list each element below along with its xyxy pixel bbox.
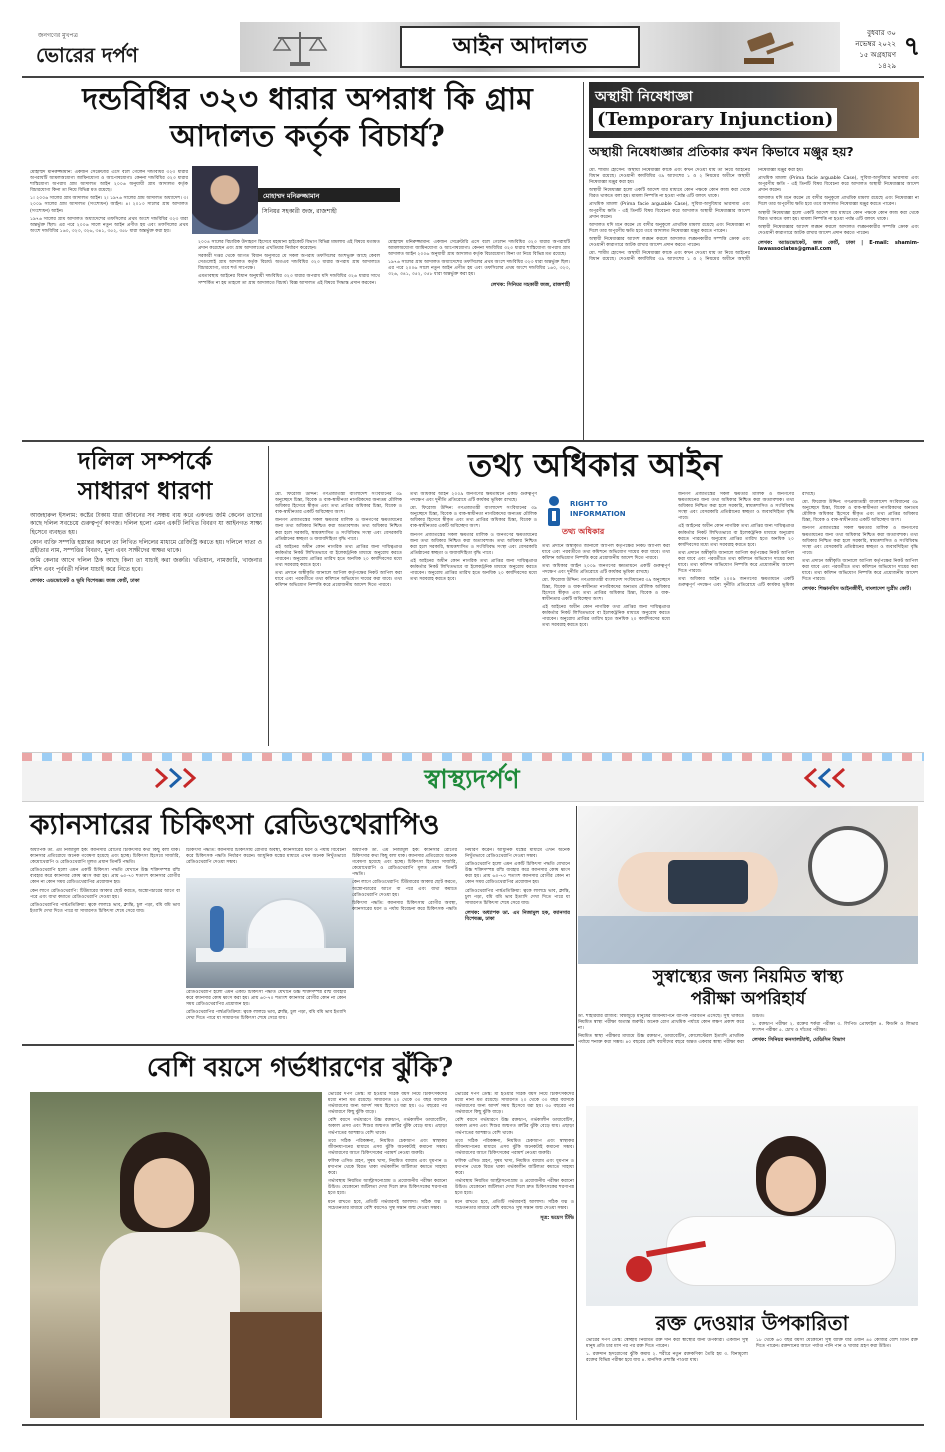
chevron-left-icon — [152, 767, 198, 789]
story2-para: মো. শামীম হোসেন: অস্থায়ী নিষেধাজ্ঞা কাকে এবং কখন দেওয়া যায় তা নিয়ে আইনের বিধান রয়েছে। দেওয়ানী কার্যবিধির ৩৯ আদেশের ১ ও ২ নিয়মের অধীনে অস্থায়ী নিষেধাজ্ঞা মঞ্জুর করা হয়। — [589, 168, 750, 186]
story2-para: প্রাথমিক মামলা (Prima facie arguable Case), সুবিধা-অসুবিধার ভারসাম্য এবং অপূরণীয় ক্ষতি - এই তিনটি বিষয় বিবেচনা করে আদালত অস্থায়ী নিষেধাজ্ঞার আদেশ প্রদান করেন। — [589, 202, 750, 220]
story6-para: ডা. শাহরিয়ার রাজিব: বিশ্বজুড়ে মানুষের জীবনযাপনে ব্যাপক পরিবর্তন এসেছে। সুস্থ থাকতে নিয়মিত স্বাস্থ্য পরীক্ষা অত্যন্ত জরুরি। অনেক রোগ প্রাথমিক পর্যায়ে কোন লক্ষণ প্রকাশ করে না। — [578, 1014, 744, 1032]
story2-para: অস্থায়ী নিষেধাজ্ঞা হলো একটি আদেশ যার মাধ্যমে কোন পক্ষকে কোন কাজ করা থেকে বিরত থাকতে বলা হয়। মামলা নিষ্পত্তি না হওয়া পর্যন্ত এটি বলবৎ থাকে। — [758, 210, 919, 222]
brand-logo: ভোরের দর্পণ — [36, 43, 138, 67]
story2-para: প্রাথমিক মামলা (Prima facie arguable Case), সুবিধা-অসুবিধার ভারসাম্য এবং অপূরণীয় ক্ষতি - এই তিনটি বিষয় বিবেচনা করে আদালত অস্থায়ী নিষেধাজ্ঞার আদেশ প্রদান করেন। — [758, 176, 919, 194]
story1-para: মোহাম্মদ মনিরুজ্জামান: একজন সেক্রেটারি এসে বলে গেলেন দন্ডবিধির ৩২৩ ধারার অপরাধটি আমলঅযোগ্য জামিনযোগ্য ও আপোষযোগ্য। কেননা দন্ডবিধির ৩২৩ ধারার শাস্তিযোগ্য অপরাধ গ্রাম আদালত আইন ২০০৬ অনুযায়ী গ্রাম আদালত কর্তৃক বিচারযোগ্য কিনা তা নিয়ে বিভিন্ন মত রয়েছে। — [388, 240, 570, 258]
masthead-art — [240, 22, 840, 72]
story6-headline — [578, 966, 918, 1010]
col-divider — [576, 806, 577, 1420]
story3-headline-line2: সাধারণ ধারণা — [77, 476, 213, 505]
story1-para: এমতাবস্থায় আইনের বিধান অনুযায়ী দন্ডবিধির ৩২৩ ধারার অপরাধ যদি দন্ডবিধির ৩২৬ ধারার সাথে সম্পর্কিত না হয় তাহলে তা গ্রাম আদালতে বিচার্য। বিজ্ঞ আদালত এই বিষয়ে সিদ্ধান্ত প্রদান করবেন। — [198, 274, 380, 286]
story7-para: ফলিক এসিড গ্রহণ, সুষম খাদ্য, নিয়মিত ব্যায়াম এবং ধূমপান ও মদ্যপান থেকে বিরত থাকা গর্ভকালীন জটিলতা কমাতে সাহায্য করে। — [455, 1158, 574, 1177]
story1-headline — [30, 82, 585, 156]
story5-para: চিকিৎসা পদ্ধতি: ক্যানসার চিকিৎসায় রোগীর অবস্থা, ক্যানসারের ধরণ ও পর্যায় বিবেচনা করে চিকিৎসক পদ্ধতি নির্ধারণ করেন। আধুনিক যন্ত্রের মাধ্যমে এখন অনেক নিখুঁতভাবে রেডিওথেরাপি দেওয়া সম্ভব। — [352, 848, 570, 912]
brand-block — [22, 22, 237, 72]
story7-byline: সূত্র: ভয়েস টিভি — [540, 1214, 574, 1221]
story8-para: ১. রক্তদান হৃদরোগের ঝুঁকি কমায় ২. শরীরে নতুন রক্তকণিকা তৈরি হয় ৩. বিনামূল্যে রক্তের বিভিন্ন পরীক্ষা হয়ে যায় ৪. মানসিক প্রশান্তি পাওয়া যায়। — [586, 1352, 748, 1364]
story5-body-right — [352, 848, 570, 1040]
injunction-banner-en: (Temporary Injunction) — [593, 108, 837, 131]
story4-para: তথ্য প্রদানে অস্বীকৃতি জানালে আপিল কর্তৃপক্ষের নিকট আপিল করা যাবে এবং পরবর্তীতে তথ্য কমিশনে অভিযোগ দায়ের করা যাবে। তথ্য কমিশন অভিযোগ নিষ্পত্তি করে প্রয়োজনীয় আদেশ দিতে পারবে। — [678, 550, 794, 575]
injunction-banner-title: অস্থায়ী নিষেধাজ্ঞা — [595, 89, 693, 105]
author-title: সিনিয়র সহকারী জজ, রাজশাহী — [262, 208, 337, 215]
story4-para: তথ্য প্রদানে অস্বীকৃতি জানালে আপিল কর্তৃপক্ষের নিকট আপিল করা যাবে এবং পরবর্তীতে তথ্য কমিশনে অভিযোগ দায়ের করা যাবে। তথ্য কমিশন অভিযোগ নিষ্পত্তি করে প্রয়োজনীয় আদেশ দিতে পারবে। — [275, 571, 402, 589]
story4-para: মো. ফিরোজ উদ্দিন: গণপ্রজাতন্ত্রী বাংলাদেশ সংবিধানের ৩৯ অনুচ্ছেদে চিন্তা, বিবেক ও বাক-স্বাধীনতা নাগরিকদের অন্যতম মৌলিক অধিকার হিসেবে স্বীকৃত এবং তথ্য প্রাপ্তির অধিকার চিন্তা, বিবেক ও বাক-স্বাধীনতার একটি অবিচ্ছেদ্য অংশ। — [275, 492, 402, 516]
story4-para: মো. ফিরোজ উদ্দিন: গণপ্রজাতন্ত্রী বাংলাদেশ সংবিধানের ৩৯ অনুচ্ছেদে চিন্তা, বিবেক ও বাক-স্বাধীনতা নাগরিকদের অন্যতম মৌলিক অধিকার হিসেবে স্বীকৃত এবং তথ্য প্রাপ্তির অধিকার চিন্তা, বিবেক ও বাক-স্বাধীনতার একটি অবিচ্ছেদ্য অংশ। — [542, 578, 670, 602]
section-rule-2 — [22, 1044, 574, 1046]
story7-headline: বেশি বয়সে গর্ভধারণের ঝুঁকি? — [146, 1053, 454, 1083]
story1-para: ১। ২০০৬ সালের গ্রাম আদালত আইন। ২। ১৯৭৬ সালের গ্রাম আদালত অধ্যাদেশ। ৩। ২০০৯ সালের গ্রাম আদালত (সংশোধন) আইন। ৪। ২০১৩ সালের গ্রাম আদালত (সংশোধন) আইন। — [30, 196, 188, 214]
story1-byline: লেখক: সিনিয়র সহকারী জজ, রাজশাহী — [490, 281, 570, 288]
story4-para: জনগণ প্রজাতন্ত্রের সকল ক্ষমতার মালিক ও জনগণের ক্ষমতায়নের জন্য তথ্য অধিকার নিশ্চিত করা অত্যাবশ্যক। তথ্য অধিকার নিশ্চিত করা হলে সরকারি, স্বায়ত্তশাসিত ও সংবিধিবদ্ধ সংস্থা এবং বেসরকারি প্রতিষ্ঠানের স্বচ্ছতা ও জবাবদিহিতা বৃদ্ধি পাবে। — [678, 492, 794, 522]
rti-logo-caption: তথ্য অধিকার — [562, 527, 605, 536]
dateline — [846, 28, 896, 72]
story4-para: এই আইনের অধীন কোন নাগরিক তথ্য প্রাপ্তির জন্য দায়িত্বপ্রাপ্ত কর্মকর্তার নিকট লিখিতভাবে বা ইলেকট্রনিক মাধ্যমে অনুরোধ করতে পারবেন। অনুরোধ প্রাপ্তির তারিখ হতে অনধিক ২০ কার্যদিবসের মধ্যে তথ্য সরবরাহ করতে হবে। — [678, 524, 794, 548]
story4-para: এই আইনের অধীন কোন নাগরিক তথ্য প্রাপ্তির জন্য দায়িত্বপ্রাপ্ত কর্মকর্তার নিকট লিখিতভাবে বা ইলেকট্রনিক মাধ্যমে অনুরোধ করতে পারবেন। অনুরোধ প্রাপ্তির তারিখ হতে অনধিক ২০ কার্যদিবসের মধ্যে তথ্য সরবরাহ করতে হবে। — [410, 558, 537, 583]
story1-body-top — [30, 170, 570, 395]
story4-para: তথ্য প্রদানে অস্বীকৃতি জানালে আপিল কর্তৃপক্ষের নিকট আপিল করা যাবে এবং পরবর্তীতে তথ্য কমিশনে অভিযোগ দায়ের করা যাবে। তথ্য কমিশন অভিযোগ নিষ্পত্তি করে প্রয়োজনীয় আদেশ দিতে পারবে। — [802, 558, 918, 583]
story5-para: রেডিওথেরাপির পার্শ্বপ্রতিক্রিয়া: ত্বকে লালচে ভাব, ক্লান্তি, চুল পড়া, বমি বমি ভাব ইত্যাদি দেখা দিতে পারে যা সাধারণত চিকিৎসা শেষে সেরে যায়। — [465, 888, 570, 906]
story3-body — [30, 512, 262, 732]
story2-body — [589, 168, 919, 438]
story1-headline-line2: আদালত কর্তৃক বিচার্য? — [170, 119, 445, 154]
story2-para: আদালত যদি মনে করেন যে বাদীর অনুকূলে প্রাথমিক মামলা রয়েছে এবং নিষেধাজ্ঞা না দিলে তার অপূরণীয় ক্ষতি হবে তবে আদালত নিষেধাজ্ঞা মঞ্জুর করতে পারেন। — [758, 196, 919, 208]
rti-logo — [542, 492, 642, 538]
col-divider — [583, 82, 584, 442]
story5-para: রেডিওথেরাপির পার্শ্বপ্রতিক্রিয়া: ত্বকে লালচে ভাব, ক্লান্তি, চুল পড়া, বমি বমি ভাব ইত্যাদি দেখা দিতে পারে যা সাধারণত চিকিৎসা শেষে সেরে যায়। — [30, 902, 180, 914]
section-rule-1 — [22, 440, 924, 442]
story2-para: অস্থায়ী নিষেধাজ্ঞার আদেশ লঙ্ঘন করলে আদালত লঙ্ঘনকারীর সম্পত্তি ক্রোক এবং দেওয়ানী কারাগারে আটক রাখার আদেশ প্রদান করতে পারেন। — [758, 224, 919, 236]
story5-headline: ক্যানসারের চিকিৎসা রেডিওথেরাপিও — [30, 808, 440, 841]
story7-para: ভোরের দর্পণ ডেস্ক: মা হওয়ার সঠিক বয়স নিয়ে চিকিৎসকদের মধ্যে নানা মত রয়েছে। সাধারণত ২০ থেকে ৩০ বছর বয়সকে গর্ভধারণের জন্য আদর্শ সময় হিসেবে ধরা হয়। ৩৫ বছরের পর গর্ভধারণে কিছু ঝুঁকি বাড়ে। — [455, 1092, 574, 1116]
masthead-rule — [22, 76, 924, 78]
story7-para: গর্ভাবস্থায় নিয়মিত আল্ট্রাসনোগ্রাম ও প্রয়োজনীয় পরীক্ষা করানো উচিত। যেকোনো জটিলতা দেখা দিলে দ্রুত চিকিৎসকের শরণাপন্ন হতে হবে। — [328, 1179, 447, 1197]
story4-para: তথ্য অধিকার আইন ২০০৯ জনগণের ক্ষমতায়নে একটি গুরুত্বপূর্ণ পদক্ষেপ এবং দুর্নীতি প্রতিরোধে এটি কার্যকর ভূমিকা রাখছে। — [542, 564, 670, 576]
story8-para: ভোরের দর্পণ ডেস্ক: স্বেচ্ছায় নিয়মিত রক্ত দান করা স্বাস্থ্যের জন্য উপকারী। একজন সুস্থ মানুষ প্রতি চার মাস পর পর রক্ত দিতে পারেন। — [586, 1338, 748, 1350]
radiotherapy-photo — [186, 878, 354, 988]
rti-person-icon — [542, 494, 566, 528]
gavel-icon — [740, 30, 800, 66]
story5-body-mid-bottom — [186, 990, 346, 1040]
story1-headline-line1: দন্ডবিধির ৩২৩ ধারার অপরাধ কি গ্রাম — [82, 82, 533, 117]
blood-pressure-photo — [578, 806, 918, 964]
story6-byline: লেখক: সিনিয়র কনসালট্যান্ট, মেডিসিন বিভাগ — [752, 1037, 846, 1044]
rti-logo-line1: RIGHT TO — [570, 500, 608, 508]
story4-para: এই আইনের অধীন কোন নাগরিক তথ্য প্রাপ্তির জন্য দায়িত্বপ্রাপ্ত কর্মকর্তার নিকট লিখিতভাবে বা ইলেকট্রনিক মাধ্যমে অনুরোধ করতে পারবেন। অনুরোধ প্রাপ্তির তারিখ হতে অনধিক ২০ কার্যদিবসের মধ্যে তথ্য সরবরাহ করতে হবে। — [275, 544, 402, 569]
story5-para: কেন লাগে রেডিওথেরাপি: টিউমারের আকার ছোট করতে, অস্ত্রোপচারের আগে বা পরে এবং ব্যথা কমাতে রেডিওথেরাপি দেওয়া হয়। — [30, 888, 180, 900]
story5-para: অধ্যাপক ডা. এম নিজামুল হক: ক্যানসার রোগের চিকিৎসার কথা কিছু বলা যাক। ক্যানসার প্রতিরোধে অনেক গবেষণা হয়েছে এবং হচ্ছে। চিকিৎসা হিসেবে সার্জারি, কেমোথেরাপি ও রেডিওথেরাপি মূলত প্রধান তিনটি পদ্ধতি। — [352, 848, 457, 878]
story5-para: চিকিৎসা পদ্ধতি: ক্যানসার চিকিৎসায় রোগীর অবস্থা, ক্যানসারের ধরণ ও পর্যায় বিবেচনা করে চিকিৎসক পদ্ধতি নির্ধারণ করেন। আধুনিক যন্ত্রের মাধ্যমে এখন অনেক নিখুঁতভাবে রেডিওথেরাপি দেওয়া সম্ভব। — [186, 848, 346, 866]
story4-para: জনগণ প্রজাতন্ত্রের সকল ক্ষমতার মালিক ও জনগণের ক্ষমতায়নের জন্য তথ্য অধিকার নিশ্চিত করা অত্যাবশ্যক। তথ্য অধিকার নিশ্চিত করা হলে সরকারি, স্বায়ত্তশাসিত ও সংবিধিবদ্ধ সংস্থা এবং বেসরকারি প্রতিষ্ঠানের স্বচ্ছতা ও জবাবদিহিতা বৃদ্ধি পাবে। — [802, 526, 918, 556]
injunction-banner — [589, 82, 919, 138]
story1-para: মোহাম্মদ মনিরুজ্জামান: একজন সেক্রেটারি এসে বলে গেলেন দন্ডবিধির ৩২৩ ধারার অপরাধটি আমলঅযোগ্য জামিনযোগ্য ও আপোষযোগ্য। কেননা দন্ডবিধির ৩২৩ ধারার শাস্তিযোগ্য অপরাধ গ্রাম আদালত আইন ২০০৬ অনুযায়ী গ্রাম আদালত কর্তৃক বিচারযোগ্য কিনা তা নিয়ে বিভিন্ন মত রয়েছে। — [30, 170, 188, 194]
story5-para: রেডিওথেরাপি হলো এমন একটি চিকিৎসা পদ্ধতি যেখানে উচ্চ শক্তিসম্পন্ন রশ্মি ব্যবহার করে ক্যানসার কোষ ধ্বংস করা হয়। প্রায় ৬০-৭০ শতাংশ ক্যানসার রোগীর কোন না কোন সময় রেডিওথেরাপির প্রয়োজন হয়। — [186, 990, 346, 1008]
story1-para: সরকারী দপ্তর থেকে আগত বিধান অনুসারে যে সকল অপরাধ তফসিলের অংশভুক্ত আছে কেবল সেগুলোই গ্রাম আদালত কর্তৃক বিচার্য। অতএব দন্ডবিধির ৩২৩ ধারার অপরাধ গ্রাম আদালতে বিচারযোগ্য, তবে শর্ত সাপেক্ষে। — [198, 254, 380, 272]
story7-para: মনে রাখতে হবে, প্রতিটি গর্ভধারণই আলাদা। সঠিক যত্ন ও সচেতনতার মাধ্যমে বেশি বয়সেও সুস্থ সন্তান জন্ম দেওয়া সম্ভব। — [328, 1199, 447, 1211]
story7-para: তবে সঠিক পরিকল্পনা, নিয়মিত চেকআপ এবং স্বাস্থ্যকর জীবনযাপনের মাধ্যমে এসব ঝুঁকি অনেকটাই কমানো সম্ভব। গর্ভধারণের আগে চিকিৎসকের পরামর্শ নেওয়া জরুরি। — [455, 1138, 574, 1156]
story4-body-mid — [542, 544, 670, 742]
bottom-rule — [22, 1424, 924, 1426]
story3-byline: লেখক: এডভোকেট ও ভূমি বিশেষজ্ঞ। জজ কোর্ট, ঢাকা — [30, 578, 140, 585]
story4-body-left — [275, 492, 537, 742]
story5-body-left — [30, 848, 180, 1040]
story5-para: অধ্যাপক ডা. এম নিজামুল হক: ক্যানসার রোগের চিকিৎসার কথা কিছু বলা যাক। ক্যানসার প্রতিরোধে অনেক গবেষণা হয়েছে এবং হচ্ছে। চিকিৎসা হিসেবে সার্জারি, কেমোথেরাপি ও রেডিওথেরাপি মূলত প্রধান তিনটি পদ্ধতি। — [30, 848, 180, 866]
story4-para: তথ্য প্রদানে অস্বীকৃতি জানালে আপিল কর্তৃপক্ষের নিকট আপিল করা যাবে এবং পরবর্তীতে তথ্য কমিশনে অভিযোগ দায়ের করা যাবে। তথ্য কমিশন অভিযোগ নিষ্পত্তি করে প্রয়োজনীয় আদেশ দিতে পারবে। — [542, 544, 670, 562]
masthead — [22, 22, 924, 72]
author-name: মোহাম্মদ মনিরুজ্জামান — [263, 192, 320, 200]
story5-byline: লেখক: অধ্যাপক ডা. এম নিজামুল হক, ক্যানসার বিশেষজ্ঞ, ঢাকা — [465, 909, 570, 922]
story5-para: রেডিওথেরাপির পার্শ্বপ্রতিক্রিয়া: ত্বকে লালচে ভাব, ক্লান্তি, চুল পড়া, বমি বমি ভাব ইত্যাদি দেখা দিতে পারে যা সাধারণত চিকিৎসা শেষে সেরে যায়। — [186, 1010, 346, 1022]
story6-headline-line2: পরীক্ষা অপরিহার্য — [690, 989, 806, 1009]
story1-para: ২০০৪ সালের বিচারিক উদাহরণ হিসেবে মহামান্য হাইকোর্ট বিভাগ বিভিন্ন মামলায় এই বিষয়ে মতামত প্রদান করেছেন এবং গ্রাম আদালতের এখতিয়ার নির্ধারণ করেছেন। — [198, 240, 380, 252]
story3-headline — [30, 446, 260, 506]
story7-body — [328, 1092, 574, 1418]
story7-para: ফলিক এসিড গ্রহণ, সুষম খাদ্য, নিয়মিত ব্যায়াম এবং ধূমপান ও মদ্যপান থেকে বিরত থাকা গর্ভকালীন জটিলতা কমাতে সাহায্য করে। — [328, 1158, 447, 1177]
story6-para: ১. রক্তচাপ পরীক্ষা ২. রক্তের শর্করা পরীক্ষা ৩. লিপিড প্রোফাইল ৪. কিডনি ও লিভার ফাংশন পরীক্ষা ৫. চোখ ও দাঁতের পরীক্ষা। — [752, 1022, 918, 1034]
story3-para: আজহারুল ইসলাম: কষ্টের টাকায় যারা জীবনের সব সঞ্চয় ব্যয় করে একখন্ড জমি কেনেন তাদের কাছে দলিল সবচেয়ে গুরুত্বপূর্ণ কাগজ। দলিল হলো এমন একটি লিখিত বিবরণ যা আইনগত সাক্ষ্য হিসেবে ব্যবহৃত হয়। — [30, 512, 262, 536]
story4-para: তথ্য অধিকার আইন ২০০৯ জনগণের ক্ষমতায়নে একটি গুরুত্বপূর্ণ পদক্ষেপ এবং দুর্নীতি প্রতিরোধে এটি কার্যকর ভূমিকা রাখছে। — [410, 492, 537, 504]
health-banner — [22, 752, 924, 802]
date-bn: ১৫ অগ্রহায়ণ ১৪২৯ — [859, 51, 896, 70]
story7-para: মনে রাখতে হবে, প্রতিটি গর্ভধারণই আলাদা। সঠিক যত্ন ও সচেতনতার মাধ্যমে বেশি বয়সেও সুস্থ সন্তান জন্ম দেওয়া সম্ভব। — [455, 1199, 574, 1211]
story4-para: জনগণ প্রজাতন্ত্রের সকল ক্ষমতার মালিক ও জনগণের ক্ষমতায়নের জন্য তথ্য অধিকার নিশ্চিত করা অত্যাবশ্যক। তথ্য অধিকার নিশ্চিত করা হলে সরকারি, স্বায়ত্তশাসিত ও সংবিধিবদ্ধ সংস্থা এবং বেসরকারি প্রতিষ্ঠানের স্বচ্ছতা ও জবাবদিহিতা বৃদ্ধি পাবে। — [275, 518, 402, 542]
health-banner-title: স্বাস্থ্যদর্পণ — [424, 765, 520, 795]
story2-para: অস্থায়ী নিষেধাজ্ঞার আদেশ লঙ্ঘন করলে আদালত লঙ্ঘনকারীর সম্পত্তি ক্রোক এবং দেওয়ানী কারাগারে আটক রাখার আদেশ প্রদান করতে পারেন। — [589, 236, 750, 249]
story4-para: জনগণ প্রজাতন্ত্রের সকল ক্ষমতার মালিক ও জনগণের ক্ষমতায়নের জন্য তথ্য অধিকার নিশ্চিত করা অত্যাবশ্যক। তথ্য অধিকার নিশ্চিত করা হলে সরকারি, স্বায়ত্তশাসিত ও সংবিধিবদ্ধ সংস্থা এবং বেসরকারি প্রতিষ্ঠানের স্বচ্ছতা ও জবাবদিহিতা বৃদ্ধি পাবে। — [410, 532, 537, 556]
tagline: জনগণের মুখপত্র — [38, 32, 78, 39]
section-title: আইন আদালত — [452, 32, 588, 59]
bunting-decoration — [22, 753, 924, 761]
story8-body — [586, 1338, 918, 1420]
pregnancy-photo — [30, 1092, 322, 1418]
story3-headline-line1: দলিল সম্পর্কে — [78, 446, 212, 475]
story4-para: তথ্য অধিকার আইন ২০০৯ জনগণের ক্ষমতায়নে একটি গুরুত্বপূর্ণ পদক্ষেপ এবং দুর্নীতি প্রতিরোধে এটি কার্যকর ভূমিকা রাখছে। — [678, 492, 816, 589]
page-number: ৭ — [903, 32, 921, 62]
story7-para: গর্ভাবস্থায় নিয়মিত আল্ট্রাসনোগ্রাম ও প্রয়োজনীয় পরীক্ষা করানো উচিত। যেকোনো জটিলতা দেখা দিলে দ্রুত চিকিৎসকের শরণাপন্ন হতে হবে। — [455, 1179, 574, 1197]
story3-para: জমি কেনার আগে দলিল ঠিক আছে কিনা তা যাচাই করা জরুরি। খতিয়ান, নামজারি, খাজনার রশিদ এবং পূর্ববর্তী দলিল যাচাই করে নিতে হবে। — [30, 557, 262, 573]
story1-para: ১৯৭৬ সালের গ্রাম আদালত অধ্যাদেশের তফসিলের প্রথম অংশে দন্ডবিধির ৩২৩ ধারা অন্তর্ভুক্ত ছিল। এর পরে ২০০৬ সালে নতুন আইন প্রণীত হয় এবং তফসিলের প্রথম অংশে দন্ডবিধির ১৬০, ৩২৩, ৩২৬, ৩৪১, ৩৫২, ৩৫৮ ধারা অন্তর্ভুক্ত করা হয়। — [30, 216, 188, 234]
col-divider — [268, 446, 269, 746]
story8-headline: রক্ত দেওয়ার উপকারিতা — [655, 1311, 849, 1335]
story2-headline: অস্থায়ী নিষেধাজ্ঞার প্রতিকার কখন কিভাবে মঞ্জুর হয়? — [589, 144, 854, 159]
story5-para: কেন লাগে রেডিওথেরাপি: টিউমারের আকার ছোট করতে, অস্ত্রোপচারের আগে বা পরে এবং ব্যথা কমাতে রেডিওথেরাপি দেওয়া হয়। — [352, 880, 457, 898]
story6-body — [578, 1014, 918, 1104]
date-en: বুধবার ৩০ নভেম্বর ২০২২ — [855, 29, 896, 48]
story6-para: নিয়মিত স্বাস্থ্য পরীক্ষার মাধ্যমে উচ্চ রক্তচাপ, ডায়াবেটিস, কোলেস্টেরল ইত্যাদি প্রাথমিক পর্যায়ে শনাক্ত করা সম্ভব। ৪০ বছরের বেশি বয়সীদের বছরে অন্তত একবার স্বাস্থ্য পরীক্ষা করা উচিত। — [578, 1014, 765, 1046]
story4-byline: লেখক: শিক্ষানবিস আইনজীবী, বাংলাদেশ সুপ্রীম কোর্ট। — [802, 586, 911, 593]
blood-donation-photo — [586, 1106, 918, 1306]
story4-para: মো. ফিরোজ উদ্দিন: গণপ্রজাতন্ত্রী বাংলাদেশ সংবিধানের ৩৯ অনুচ্ছেদে চিন্তা, বিবেক ও বাক-স্বাধীনতা নাগরিকদের অন্যতম মৌলিক অধিকার হিসেবে স্বীকৃত এবং তথ্য প্রাপ্তির অধিকার চিন্তা, বিবেক ও বাক-স্বাধীনতার একটি অবিচ্ছেদ্য অংশ। — [802, 500, 918, 524]
story7-para: ভোরের দর্পণ ডেস্ক: মা হওয়ার সঠিক বয়স নিয়ে চিকিৎসকদের মধ্যে নানা মত রয়েছে। সাধারণত ২০ থেকে ৩০ বছর বয়সকে গর্ভধারণের জন্য আদর্শ সময় হিসেবে ধরা হয়। ৩৫ বছরের পর গর্ভধারণে কিছু ঝুঁকি বাড়ে। — [328, 1092, 447, 1116]
story3-para: কোন ব্যক্তি সম্পত্তি হস্তান্তর করলে তা লিখিত দলিলের মাধ্যমে রেজিস্ট্রি করতে হয়। দলিলে দাতা ও গ্রহীতার নাম, সম্পত্তির বিবরণ, মূল্য এবং সাক্ষীদের স্বাক্ষর থাকে। — [30, 538, 262, 555]
story8-para: ১৮ থেকে ৬০ বছর বয়সী যেকোনো সুস্থ ব্যক্তি যার ওজন ৪৫ কেজির বেশি তিনি রক্ত দিতে পারেন। রক্তদানের আগে পর্যাপ্ত পানি পান ও খাবার গ্রহণ করা উচিত। — [756, 1338, 918, 1350]
story7-para: তবে সঠিক পরিকল্পনা, নিয়মিত চেকআপ এবং স্বাস্থ্যকর জীবনযাপনের মাধ্যমে এসব ঝুঁকি অনেকটাই কমানো সম্ভব। গর্ভধারণের আগে চিকিৎসকের পরামর্শ নেওয়া জরুরি। — [328, 1138, 447, 1156]
story2-para: আদালত যদি মনে করেন যে বাদীর অনুকূলে প্রাথমিক মামলা রয়েছে এবং নিষেধাজ্ঞা না দিলে তার অপূরণীয় ক্ষতি হবে তবে আদালত নিষেধাজ্ঞা মঞ্জুর করতে পারেন। — [589, 222, 750, 234]
story5-para: রেডিওথেরাপি হলো এমন একটি চিকিৎসা পদ্ধতি যেখানে উচ্চ শক্তিসম্পন্ন রশ্মি ব্যবহার করে ক্যানসার কোষ ধ্বংস করা হয়। প্রায় ৬০-৭০ শতাংশ ক্যানসার রোগীর কোন না কোন সময় রেডিওথেরাপির প্রয়োজন হয়। — [465, 862, 570, 886]
story7-para: বেশি বয়সে গর্ভধারণে উচ্চ রক্তচাপ, গর্ভকালীন ডায়াবেটিস, অকাল প্রসব এবং শিশুর জন্মগত ত্রুটির ঝুঁকি বেড়ে যায়। এছাড়া গর্ভপাতের আশঙ্কাও বেশি থাকে। — [328, 1118, 447, 1136]
story7-para: বেশি বয়সে গর্ভধারণে উচ্চ রক্তচাপ, গর্ভকালীন ডায়াবেটিস, অকাল প্রসব এবং শিশুর জন্মগত ত্রুটির ঝুঁকি বেড়ে যায়। এছাড়া গর্ভপাতের আশঙ্কাও বেশি থাকে। — [455, 1118, 574, 1136]
section-title-box — [400, 26, 640, 68]
scales-icon — [270, 28, 330, 68]
story6-headline-line1: সুস্বাস্থ্যের জন্য নিয়মিত স্বাস্থ্য — [652, 967, 844, 987]
story4-para: মো. ফিরোজ উদ্দিন: গণপ্রজাতন্ত্রী বাংলাদেশ সংবিধানের ৩৯ অনুচ্ছেদে চিন্তা, বিবেক ও বাক-স্বাধীনতা নাগরিকদের অন্যতম মৌলিক অধিকার হিসেবে স্বীকৃত এবং তথ্য প্রাপ্তির অধিকার চিন্তা, বিবেক ও বাক-স্বাধীনতার একটি অবিচ্ছেদ্য অংশ। — [410, 506, 537, 530]
story4-para: এই আইনের অধীন কোন নাগরিক তথ্য প্রাপ্তির জন্য দায়িত্বপ্রাপ্ত কর্মকর্তার নিকট লিখিতভাবে বা ইলেকট্রনিক মাধ্যমে অনুরোধ করতে পারবেন। অনুরোধ প্রাপ্তির তারিখ হতে অনধিক ২০ কার্যদিবসের মধ্যে তথ্য সরবরাহ করতে হবে। — [542, 604, 670, 629]
story4-body-right — [678, 492, 918, 742]
story5-body-mid-top — [186, 848, 346, 876]
story1-para: ১৯৭৬ সালের গ্রাম আদালত অধ্যাদেশের তফসিলের প্রথম অংশে দন্ডবিধির ৩২৩ ধারা অন্তর্ভুক্ত ছিল। এর পরে ২০০৬ সালে নতুন আইন প্রণীত হয় এবং তফসিলের প্রথম অংশে দন্ডবিধির ১৬০, ৩২৩, ৩২৬, ৩৪১, ৩৫২, ৩৫৮ ধারা অন্তর্ভুক্ত করা হয়। — [388, 260, 570, 278]
story2-byline: লেখক: অ্যাডভোকেট, জজ কোর্ট, ঢাকা | E-mail: shamim-lawassociates@gmail.com — [758, 239, 919, 253]
rti-logo-line2: INFORMATION — [570, 510, 626, 518]
story2-para: অস্থায়ী নিষেধাজ্ঞা হলো একটি আদেশ যার মাধ্যমে কোন পক্ষকে কোন কাজ করা থেকে বিরত থাকতে বলা হয়। মামলা নিষ্পত্তি না হওয়া পর্যন্ত এটি বলবৎ থাকে। — [589, 188, 750, 200]
story4-headline: তথ্য অধিকার আইন — [468, 446, 722, 484]
story5-para: রেডিওথেরাপি হলো এমন একটি চিকিৎসা পদ্ধতি যেখানে উচ্চ শক্তিসম্পন্ন রশ্মি ব্যবহার করে ক্যানসার কোষ ধ্বংস করা হয়। প্রায় ৬০-৭০ শতাংশ ক্যানসার রোগীর কোন না কোন সময় রেডিওথেরাপির প্রয়োজন হয়। — [30, 868, 180, 886]
chevron-right-icon — [802, 767, 848, 789]
story2-para: মো. শামীম হোসেন: অস্থায়ী নিষেধাজ্ঞা কাকে এবং কখন দেওয়া যায় তা নিয়ে আইনের বিধান রয়েছে। দেওয়ানী কার্যবিধির ৩৯ আদেশের ১ ও ২ নিয়মের অধীনে অস্থায়ী নিষেধাজ্ঞা মঞ্জুর করা হয়। — [589, 168, 804, 263]
